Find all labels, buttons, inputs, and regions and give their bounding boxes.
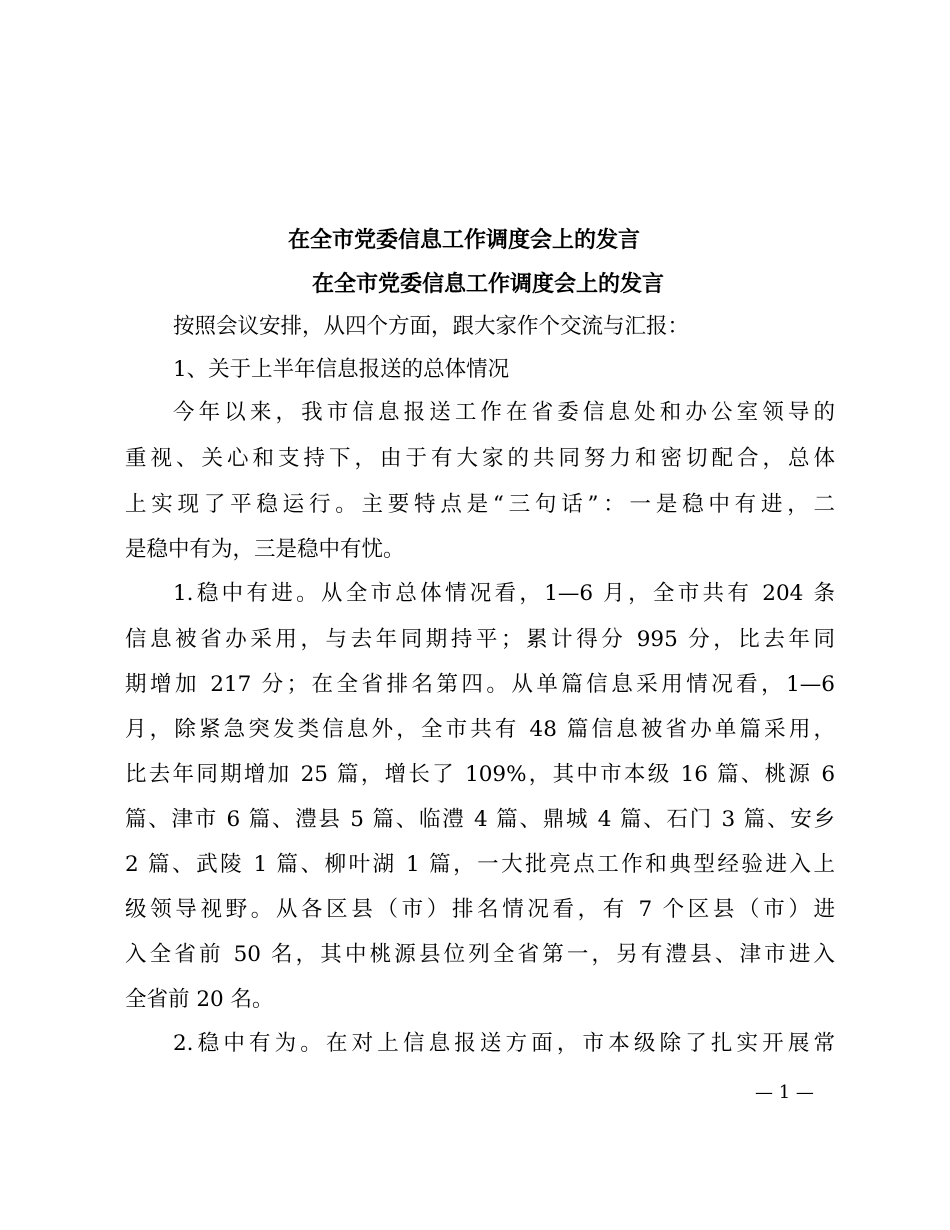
paragraph-line: 比去年同期增加 25 篇，增长了 109%，其中市本级 16 篇、桃源 6 [125, 762, 835, 787]
paragraph-line: 入全省前 50 名，其中桃源县位列全省第一，另有澧县、津市进入 [125, 942, 835, 967]
document-subtitle: 在全市党委信息工作调度会上的发言 [312, 271, 665, 297]
paragraph-line: 全省前 20 名。 [125, 987, 274, 1012]
paragraph-line: 今年以来，我市信息报送工作在省委信息处和办公室领导的 [173, 400, 835, 425]
paragraph-line: 2 篇、武陵 1 篇、柳叶湖 1 篇，一大批亮点工作和典型经验进入上 [125, 852, 835, 877]
paragraph-line: 1.稳中有进。从全市总体情况看，1—6 月，全市共有 204 条 [173, 581, 835, 606]
paragraph-line: 篇、津市 6 篇、澧县 5 篇、临澧 4 篇、鼎城 4 篇、石门 3 篇、安乡 [125, 807, 835, 832]
paragraph-line: 按照会议安排，从四个方面，跟大家作个交流与汇报： [173, 314, 690, 339]
paragraph-line: 是稳中有为，三是稳中有忧。 [125, 537, 405, 562]
paragraph-line: 2.稳中有为。在对上信息报送方面，市本级除了扎实开展常 [173, 1031, 835, 1056]
document-title: 在全市党委信息工作调度会上的发言 [288, 227, 641, 253]
paragraph-line: 期增加 217 分；在全省排名第四。从单篇信息采用情况看，1—6 [125, 672, 835, 697]
paragraph-line: 上实现了平稳运行。主要特点是“三句话”：一是稳中有进，二 [125, 492, 835, 517]
page-number: — 1 — [755, 1082, 814, 1103]
paragraph-line: 重视、关心和支持下，由于有大家的共同努力和密切配合，总体 [125, 446, 835, 471]
paragraph-line: 信息被省办采用，与去年同期持平；累计得分 995 分，比去年同 [125, 627, 835, 652]
paragraph-line: 级领导视野。从各区县（市）排名情况看，有 7 个区县（市）进 [125, 897, 835, 922]
section-heading: 1、关于上半年信息报送的总体情况 [173, 357, 510, 382]
paragraph-line: 月，除紧急突发类信息外，全市共有 48 篇信息被省办单篇采用， [125, 717, 835, 742]
